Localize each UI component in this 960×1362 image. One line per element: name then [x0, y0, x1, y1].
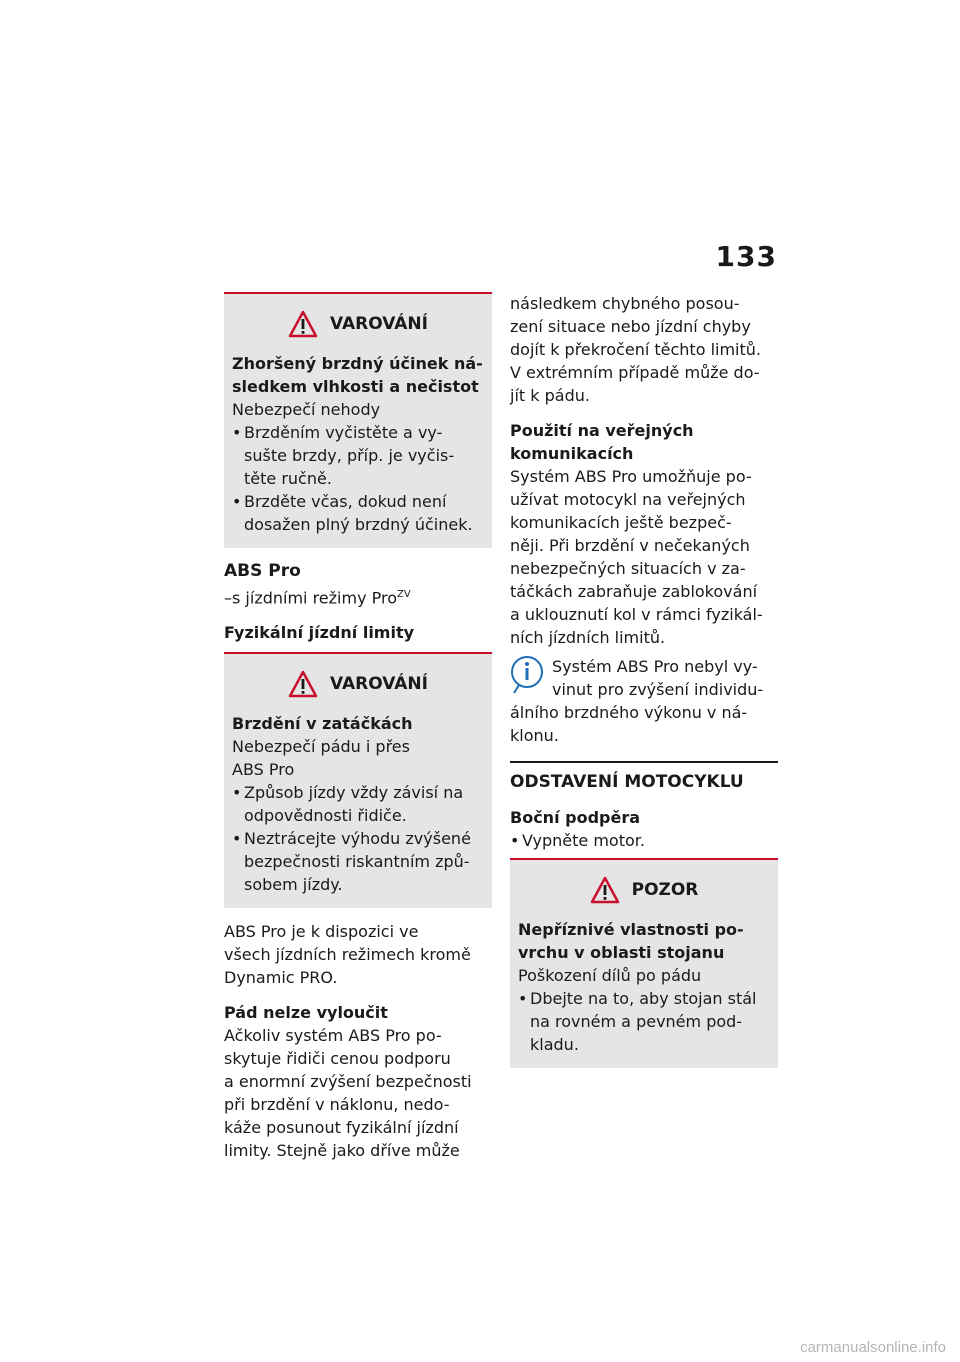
abs-modes-sup: ZV: [397, 589, 411, 600]
paragraph-line: V extrémním případě může do-: [510, 363, 760, 382]
page-number: 133: [715, 240, 777, 273]
paragraph-line: jít k pádu.: [510, 386, 590, 405]
info-side-text: [552, 655, 763, 701]
warning-box-moisture: [224, 292, 492, 548]
bullet-item: [510, 829, 778, 852]
bullet-text: sobem jízdy.: [244, 875, 343, 895]
limits-title: Fyzikální jízdní limity: [224, 623, 415, 643]
paragraph-line: Ačkoliv systém ABS Pro po-: [224, 1026, 442, 1046]
paragraph-line: Dynamic PRO.: [224, 968, 338, 988]
caution-label: POZOR: [631, 880, 699, 900]
warning-label: VAROVÁNÍ: [330, 674, 428, 695]
paragraph-line: zení situace nebo jízdní chyby: [510, 317, 751, 336]
stand-title: Boční podpěra: [510, 808, 641, 827]
left-column: [224, 292, 492, 1162]
abs-modes-text: –s jízdními režimy Pro: [224, 588, 398, 608]
abs-modes-line: [224, 583, 492, 609]
caution-header: [518, 876, 770, 904]
bullet-text: Neztrácejte výhodu zvýšené: [244, 829, 471, 849]
info-line: álního brzdného výkonu v ná-: [510, 703, 748, 722]
bullet-text: dosažen plný brzdný účinek.: [244, 515, 473, 534]
bullet-text: na rovném a pevném pod-: [530, 1012, 743, 1031]
paragraph-line: ních jízdních limitů.: [510, 628, 666, 647]
info-line: klonu.: [510, 726, 559, 745]
paragraph-line: komunikacích ještě bezpeč-: [510, 513, 732, 532]
info-line: Systém ABS Pro nebyl vy-: [552, 657, 758, 676]
right-column: [510, 292, 778, 1080]
info-icon: [510, 655, 544, 695]
warning-header: [232, 310, 484, 338]
section-heading: ODSTAVENÍ MOTOCYKLU: [510, 772, 744, 792]
warning-triangle-icon: [590, 876, 620, 904]
paragraph-line: užívat motocykl na veřejných: [510, 490, 746, 509]
bullet-text: kladu.: [530, 1035, 579, 1054]
warning-subtitle: ABS Pro: [232, 760, 295, 780]
warning-triangle-icon: [288, 310, 318, 338]
public-roads-title: komunikacích: [510, 444, 634, 463]
footer-watermark: carmanualsonline.info: [800, 1339, 946, 1356]
warning-box-cornering: [224, 652, 492, 908]
paragraph-line: nebezpečných situacích v za-: [510, 559, 746, 578]
warning-title: Brzdění v zatáčkách: [232, 714, 413, 734]
abs-title: ABS Pro: [224, 561, 301, 581]
bullet-item: [232, 421, 484, 444]
warning-subtitle: Nebezpečí pádu i přes: [232, 737, 410, 757]
bullet-text: Brzděním vyčistěte a vy-: [244, 423, 443, 442]
warning-label: VAROVÁNÍ: [330, 314, 428, 334]
paragraph-line: všech jízdních režimech kromě: [224, 945, 471, 965]
bullet-text: bezpečnosti riskantním způ-: [244, 852, 470, 872]
paragraph-line: limity. Stejně jako dříve může: [224, 1141, 460, 1161]
paragraph-line: něji. Při brzdění v nečekaných: [510, 536, 750, 555]
bullet-text: Dbejte na to, aby stojan stál: [530, 989, 757, 1008]
public-roads-title: Použití na veřejných: [510, 421, 694, 440]
bullet-item: [518, 987, 770, 1010]
bullet-text: těte ručně.: [244, 469, 332, 488]
paragraph-line: Systém ABS Pro umožňuje po-: [510, 467, 752, 486]
paragraph-line: a enormní zvýšení bezpečnosti: [224, 1072, 472, 1092]
paragraph-line: táčkách zabraňuje zablokování: [510, 582, 758, 601]
paragraph-line: káže posunout fyzikální jízdní: [224, 1118, 459, 1138]
fall-title: Pád nelze vyloučit: [224, 1003, 388, 1023]
warning-header: [232, 670, 484, 698]
info-note: [510, 655, 778, 701]
bullet-item: [232, 781, 484, 804]
paragraph-line: následkem chybného posou-: [510, 294, 740, 313]
paragraph-line: a uklouznutí kol v rámci fyzikál-: [510, 605, 763, 624]
caution-box: [510, 858, 778, 1068]
caution-title: vrchu v oblasti stojanu: [518, 943, 725, 962]
warning-title: sledkem vlhkosti a nečistot: [232, 377, 479, 396]
info-line: vinut pro zvýšení individu-: [552, 680, 764, 699]
warning-title: Zhoršený brzdný účinek ná-: [232, 354, 483, 373]
bullet-text: Způsob jízdy vždy závisí na: [244, 783, 464, 803]
paragraph-line: ABS Pro je k dispozici ve: [224, 922, 419, 942]
warning-subtitle: Nebezpečí nehody: [232, 400, 381, 419]
paragraph-line: skytuje řidiči cenou podporu: [224, 1049, 451, 1069]
bullet-text: odpovědnosti řidiče.: [244, 806, 407, 826]
bullet-text: sušte brzdy, příp. je vyčis-: [244, 446, 455, 465]
bullet-text: Vypněte motor.: [522, 831, 645, 850]
paragraph-line: dojít k překročení těchto limitů.: [510, 340, 761, 359]
section-heading-rule: [510, 761, 778, 794]
bullet-text: Brzděte včas, dokud není: [244, 492, 447, 511]
warning-triangle-icon: [288, 670, 318, 698]
bullet-item: [232, 490, 484, 513]
bullet-item: [232, 827, 484, 850]
paragraph-line: při brzdění v náklonu, nedo-: [224, 1095, 450, 1115]
caution-title: Nepříznivé vlastnosti po-: [518, 920, 744, 939]
caution-subtitle: Poškození dílů po pádu: [518, 966, 702, 985]
